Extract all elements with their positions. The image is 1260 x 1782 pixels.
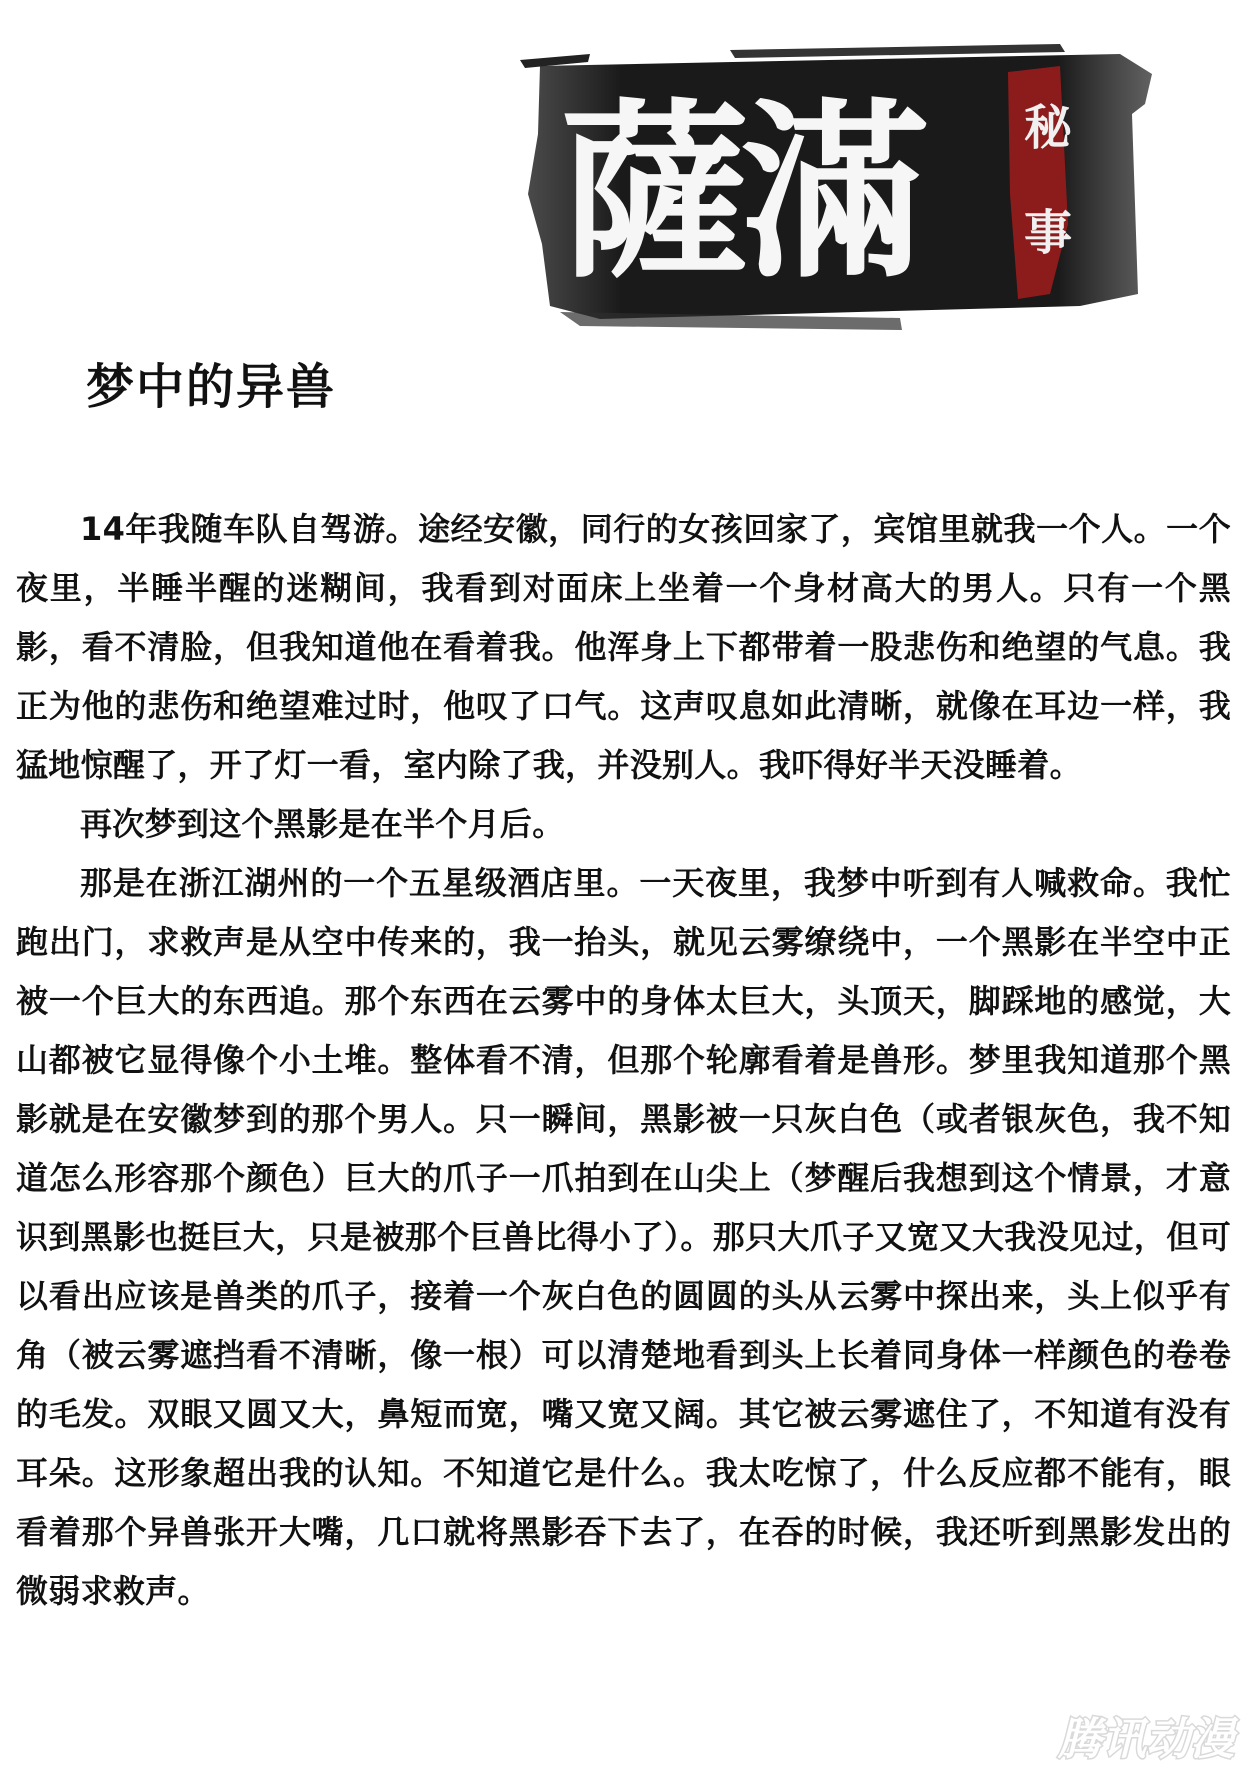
tencent-comic-watermark	[1046, 1710, 1246, 1766]
chapter-title: 梦中的异兽	[86, 359, 337, 415]
paragraph-1: 14年我随车队自驾游。途经安徽，同行的女孩回家了，宾馆里就我一个人。一个夜里，半睡半醒的迷糊间，我看到对面床上坐着一个身材高大的男人。只有一个黑影，看不清脸，但我知道他在看着我。他浑身上下都带着一股悲伤和绝望的气息。我正为他的悲伤和绝望难过时，他叹了口气。这声叹息如此清晰，就像在耳边一样，我猛地惊醒了，开了灯一看，室内除了我，并没别人。我吓得好半天没睡着。	[16, 510, 1231, 784]
paragraph-3: 那是在浙江湖州的一个五星级酒店里。一天夜里，我梦中听到有人喊救命。我忙跑出门，求救声是从空中传来的，我一抬头，就见云雾缭绕中，一个黑影在半空中正被一个巨大的东西追。那个东西在云雾中的身体太巨大，头顶天，脚踩地的感觉，大山都被它显得像个小土堆。整体看不清，但那个轮廓看着是兽形。梦里我知道那个黑影就是在安徽梦到的那个男人。只一瞬间，黑影被一只灰白色（或者银灰色，我不知道怎么形容那个颜色）巨大的爪子一爪拍到在山尖上（梦醒后我想到这个情景，才意识到黑影也挺巨大，只是被那个巨兽比得小了）。那只大爪子又宽又大我没见过，但可以看出应该是兽类的爪子，接着一个灰白色的圆圆的头从云雾中探出来，头上似乎有角（被云雾遮挡看不清晰，像一根）可以清楚地看到头上长着同身体一样颜色的卷卷的毛发。双眼又圆又大，鼻短而宽，嘴又宽又阔。其它被云雾遮住了，不知道有没有耳朵。这形象超出我的认知。不知道它是什么。我太吃惊了，什么反应都不能有，眼看着那个异兽张开大嘴，几口就将黑影吞下去了，在吞的时候，我还听到黑影发出的微弱求救声。	[16, 864, 1231, 1610]
title-logo-banner	[520, 44, 1160, 336]
seal-character-2: 事	[1024, 205, 1073, 261]
watermark-logo	[1046, 1710, 1246, 1766]
brush-logo-image	[520, 44, 1160, 336]
seal-character-1: 秘	[1024, 100, 1073, 156]
paragraph-2: 再次梦到这个黑影是在半个月后。	[80, 805, 565, 843]
logo-calligraphy-text: 薩滿	[560, 81, 921, 304]
article-body	[16, 500, 1231, 1621]
watermark-text: 腾讯动漫	[1058, 1714, 1234, 1765]
